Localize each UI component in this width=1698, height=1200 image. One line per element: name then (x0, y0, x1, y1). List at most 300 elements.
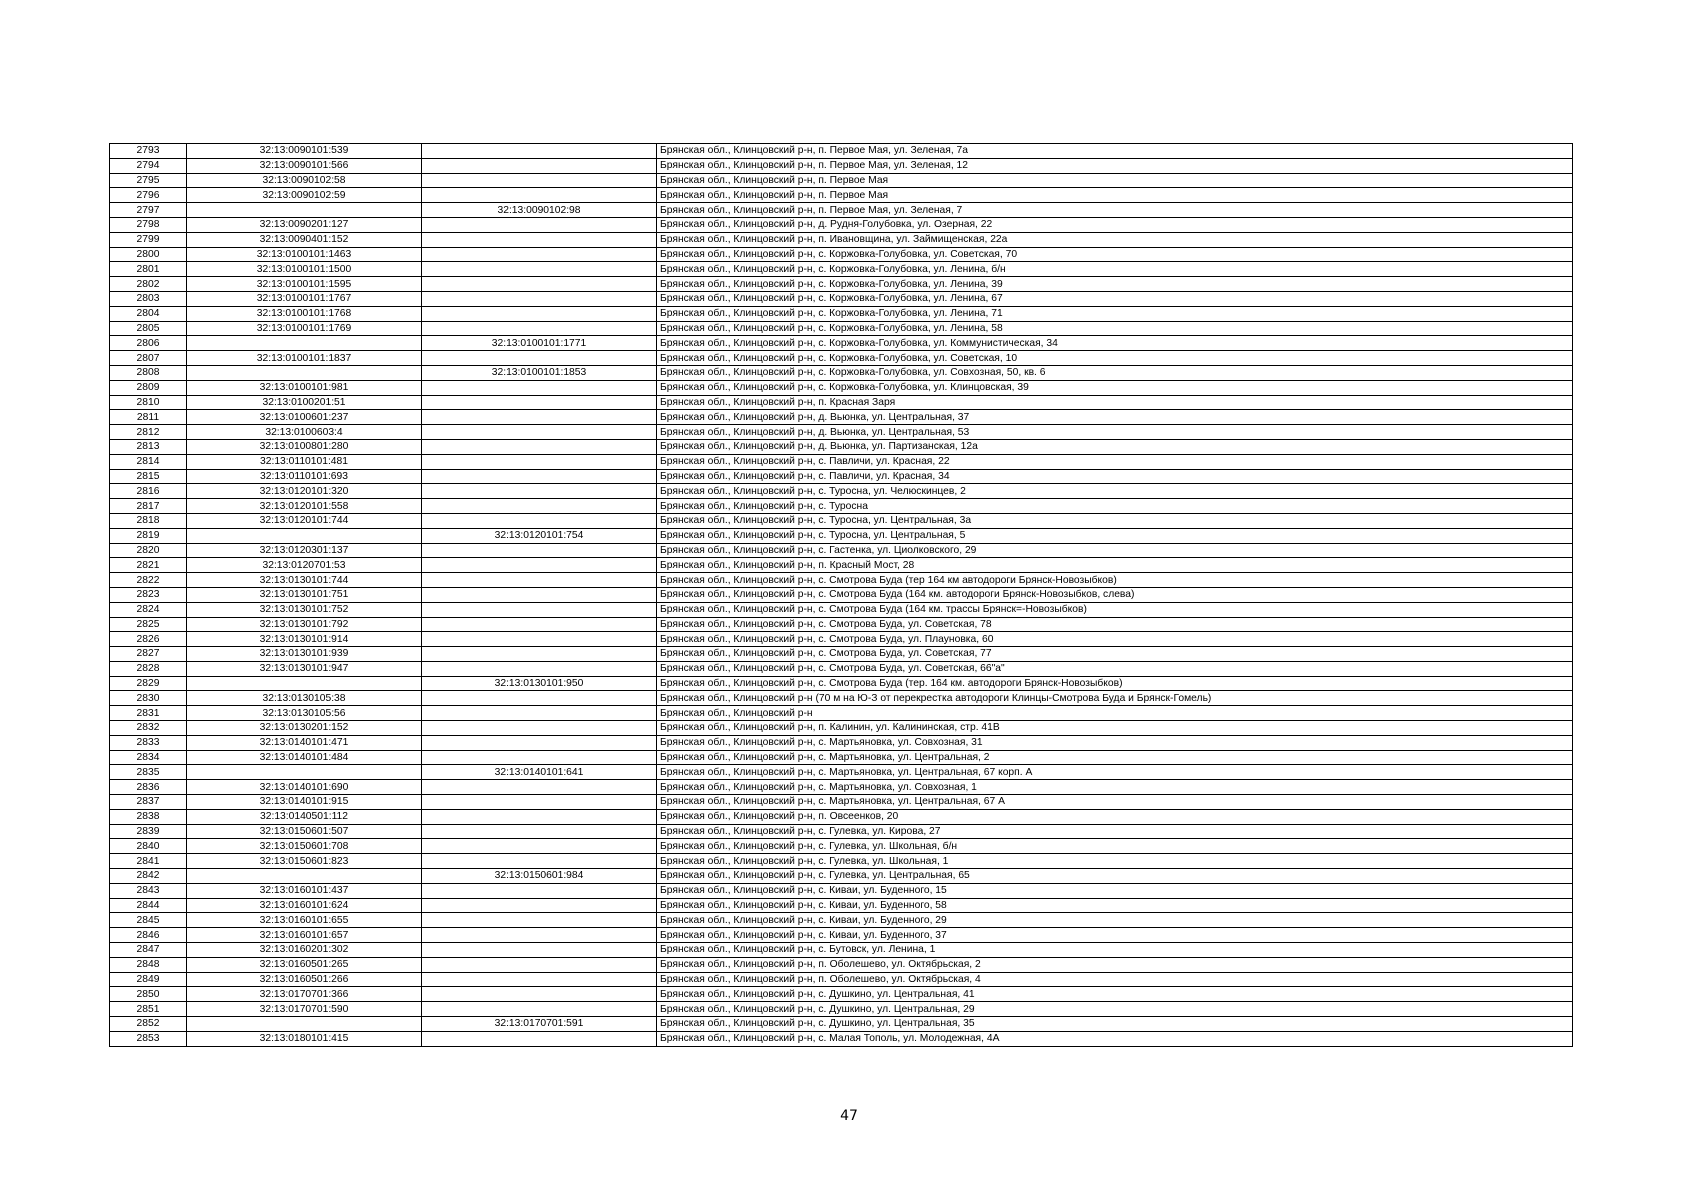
address-cell: Брянская обл., Клинцовский р-н, с. Смотрова Буда (тер. 164 км. автодороги Брянск-Новозыбков) (657, 676, 1573, 691)
row-number-cell: 2806 (110, 336, 187, 351)
cadastral-number-cell: 32:13:0120101:558 (187, 499, 422, 514)
cadastral-number-alt-cell (422, 1002, 657, 1017)
row-number-cell: 2816 (110, 484, 187, 499)
cadastral-number-alt-cell: 32:13:0100101:1853 (422, 365, 657, 380)
cadastral-number-alt-cell (422, 380, 657, 395)
cadastral-number-alt-cell (422, 824, 657, 839)
cadastral-number-cell (187, 336, 422, 351)
row-number-cell: 2803 (110, 291, 187, 306)
address-cell: Брянская обл., Клинцовский р-н, п. Первое Мая (657, 173, 1573, 188)
address-cell: Брянская обл., Клинцовский р-н, п. Первое Мая, ул. Зеленая, 7а (657, 144, 1573, 159)
cadastral-number-alt-cell (422, 188, 657, 203)
row-number-cell: 2845 (110, 913, 187, 928)
table-row (110, 410, 1573, 425)
cadastral-number-cell: 32:13:0130105:56 (187, 706, 422, 721)
address-cell: Брянская обл., Клинцовский р-н, с. Коржовка-Голубовка, ул. Советская, 70 (657, 247, 1573, 262)
address-cell: Брянская обл., Клинцовский р-н, с. Туросна, ул. Центральная, 3а (657, 513, 1573, 528)
cadastral-number-cell (187, 869, 422, 884)
cadastral-number-alt-cell (422, 558, 657, 573)
table-row (110, 395, 1573, 410)
cadastral-number-cell: 32:13:0130101:947 (187, 661, 422, 676)
address-cell: Брянская обл., Клинцовский р-н, с. Туросна (657, 499, 1573, 514)
row-number-cell: 2838 (110, 809, 187, 824)
cadastral-number-alt-cell (422, 706, 657, 721)
address-cell: Брянская обл., Клинцовский р-н, с. Душкино, ул. Центральная, 41 (657, 987, 1573, 1002)
row-number-cell: 2852 (110, 1017, 187, 1032)
row-number-cell: 2851 (110, 1002, 187, 1017)
row-number-cell: 2822 (110, 573, 187, 588)
cadastral-number-alt-cell (422, 351, 657, 366)
cadastral-number-cell: 32:13:0180101:415 (187, 1031, 422, 1046)
cadastral-number-cell: 32:13:0140501:112 (187, 809, 422, 824)
address-cell: Брянская обл., Клинцовский р-н, д. Рудня-Голубовка, ул. Озерная, 22 (657, 217, 1573, 232)
table-row (110, 617, 1573, 632)
address-cell: Брянская обл., Клинцовский р-н, с. Киваи, ул. Буденного, 37 (657, 928, 1573, 943)
address-cell: Брянская обл., Клинцовский р-н, с. Коржовка-Голубовка, ул. Совхозная, 50, кв. 6 (657, 365, 1573, 380)
cadastral-number-alt-cell (422, 232, 657, 247)
table-row (110, 928, 1573, 943)
row-number-cell: 2831 (110, 706, 187, 721)
table-row (110, 735, 1573, 750)
row-number-cell: 2847 (110, 943, 187, 958)
row-number-cell: 2826 (110, 632, 187, 647)
cadastral-number-alt-cell (422, 262, 657, 277)
row-number-cell: 2793 (110, 144, 187, 159)
table-row (110, 883, 1573, 898)
row-number-cell: 2798 (110, 217, 187, 232)
table-row (110, 898, 1573, 913)
cadastral-number-cell: 32:13:0160101:657 (187, 928, 422, 943)
cadastral-number-cell: 32:13:0100101:1837 (187, 351, 422, 366)
cadastral-number-alt-cell (422, 410, 657, 425)
cadastral-number-alt-cell (422, 839, 657, 854)
cadastral-number-alt-cell (422, 661, 657, 676)
cadastral-number-alt-cell (422, 795, 657, 810)
address-cell: Брянская обл., Клинцовский р-н, с. Киваи, ул. Буденного, 29 (657, 913, 1573, 928)
table-row (110, 632, 1573, 647)
cadastral-number-cell: 32:13:0100601:237 (187, 410, 422, 425)
cadastral-number-alt-cell (422, 750, 657, 765)
cadastral-number-cell: 32:13:0140101:690 (187, 780, 422, 795)
cadastral-number-alt-cell (422, 454, 657, 469)
cadastral-number-cell: 32:13:0160101:437 (187, 883, 422, 898)
cadastral-number-alt-cell (422, 543, 657, 558)
address-cell: Брянская обл., Клинцовский р-н, с. Смотрова Буда, ул. Советская, 77 (657, 647, 1573, 662)
cadastral-number-alt-cell (422, 306, 657, 321)
table-row (110, 839, 1573, 854)
cadastral-number-alt-cell (422, 499, 657, 514)
cadastral-number-alt-cell (422, 484, 657, 499)
row-number-cell: 2828 (110, 661, 187, 676)
cadastral-number-cell: 32:13:0100801:280 (187, 439, 422, 454)
table-row (110, 661, 1573, 676)
table-row (110, 203, 1573, 218)
row-number-cell: 2832 (110, 721, 187, 736)
table-row (110, 499, 1573, 514)
table-row (110, 351, 1573, 366)
cadastral-number-alt-cell (422, 573, 657, 588)
table-row (110, 291, 1573, 306)
cadastral-number-alt-cell (422, 321, 657, 336)
cadastral-number-cell: 32:13:0130101:751 (187, 587, 422, 602)
row-number-cell: 2830 (110, 691, 187, 706)
row-number-cell: 2810 (110, 395, 187, 410)
cadastral-number-alt-cell (422, 469, 657, 484)
row-number-cell: 2812 (110, 425, 187, 440)
address-cell: Брянская обл., Клинцовский р-н, с. Киваи, ул. Буденного, 58 (657, 898, 1573, 913)
cadastral-number-alt-cell (422, 395, 657, 410)
row-number-cell: 2799 (110, 232, 187, 247)
row-number-cell: 2827 (110, 647, 187, 662)
address-cell: Брянская обл., Клинцовский р-н, с. Смотрова Буда (тер 164 км автодороги Брянск-Новозыбков) (657, 573, 1573, 588)
row-number-cell: 2796 (110, 188, 187, 203)
cadastral-number-alt-cell: 32:13:0150601:984 (422, 869, 657, 884)
address-cell: Брянская обл., Клинцовский р-н (70 м на Ю-З от перекрестка автодороги Клинцы-Смотрова Буда и Брянск-Гомель) (657, 691, 1573, 706)
table-row (110, 573, 1573, 588)
row-number-cell: 2839 (110, 824, 187, 839)
table-row (110, 750, 1573, 765)
table-row (110, 587, 1573, 602)
cadastral-number-cell: 32:13:0100201:51 (187, 395, 422, 410)
cadastral-number-alt-cell (422, 158, 657, 173)
table-row (110, 484, 1573, 499)
cadastral-number-alt-cell: 32:13:0100101:1771 (422, 336, 657, 351)
table-row (110, 528, 1573, 543)
cadastral-number-alt-cell (422, 425, 657, 440)
row-number-cell: 2807 (110, 351, 187, 366)
cadastral-number-cell: 32:13:0130101:744 (187, 573, 422, 588)
table-row (110, 691, 1573, 706)
address-cell: Брянская обл., Клинцовский р-н, с. Душкино, ул. Центральная, 35 (657, 1017, 1573, 1032)
cadastral-number-alt-cell (422, 854, 657, 869)
cadastral-number-alt-cell (422, 691, 657, 706)
row-number-cell: 2825 (110, 617, 187, 632)
table-row (110, 232, 1573, 247)
row-number-cell: 2842 (110, 869, 187, 884)
address-cell: Брянская обл., Клинцовский р-н, с. Смотрова Буда, ул. Советская, 78 (657, 617, 1573, 632)
cadastral-number-cell: 32:13:0140101:471 (187, 735, 422, 750)
page-number: 47 (840, 1108, 858, 1124)
table-row (110, 306, 1573, 321)
address-cell: Брянская обл., Клинцовский р-н, с. Мартьяновка, ул. Совхозная, 1 (657, 780, 1573, 795)
table-row (110, 380, 1573, 395)
cadastral-number-cell: 32:13:0170701:366 (187, 987, 422, 1002)
address-cell: Брянская обл., Клинцовский р-н, п. Оболешево, ул. Октябрьская, 2 (657, 957, 1573, 972)
cadastral-table (109, 143, 1573, 1047)
cadastral-number-alt-cell (422, 173, 657, 188)
address-cell: Брянская обл., Клинцовский р-н, п. Красный Мост, 28 (657, 558, 1573, 573)
cadastral-number-cell (187, 676, 422, 691)
table-row (110, 513, 1573, 528)
row-number-cell: 2848 (110, 957, 187, 972)
table-row (110, 676, 1573, 691)
cadastral-number-alt-cell (422, 957, 657, 972)
cadastral-number-cell: 32:13:0130101:752 (187, 602, 422, 617)
address-cell: Брянская обл., Клинцовский р-н, с. Коржовка-Голубовка, ул. Ленина, б/н (657, 262, 1573, 277)
row-number-cell: 2846 (110, 928, 187, 943)
cadastral-number-alt-cell (422, 928, 657, 943)
row-number-cell: 2843 (110, 883, 187, 898)
cadastral-number-cell: 32:13:0120101:744 (187, 513, 422, 528)
cadastral-number-cell: 32:13:0160101:624 (187, 898, 422, 913)
row-number-cell: 2837 (110, 795, 187, 810)
row-number-cell: 2829 (110, 676, 187, 691)
row-number-cell: 2808 (110, 365, 187, 380)
row-number-cell: 2813 (110, 439, 187, 454)
cadastral-number-cell: 32:13:0120101:320 (187, 484, 422, 499)
cadastral-number-cell (187, 528, 422, 543)
cadastral-number-cell: 32:13:0100101:981 (187, 380, 422, 395)
row-number-cell: 2840 (110, 839, 187, 854)
cadastral-number-alt-cell: 32:13:0130101:950 (422, 676, 657, 691)
address-cell: Брянская обл., Клинцовский р-н, с. Коржовка-Голубовка, ул. Ленина, 58 (657, 321, 1573, 336)
cadastral-number-cell (187, 203, 422, 218)
table-body (110, 144, 1573, 1047)
table-row (110, 454, 1573, 469)
address-cell: Брянская обл., Клинцовский р-н, с. Мартьяновка, ул. Центральная, 67 корп. А (657, 765, 1573, 780)
address-cell: Брянская обл., Клинцовский р-н, с. Павличи, ул. Красная, 22 (657, 454, 1573, 469)
address-cell: Брянская обл., Клинцовский р-н, п. Ивановщина, ул. Займищенская, 22а (657, 232, 1573, 247)
address-cell: Брянская обл., Клинцовский р-н, с. Киваи, ул. Буденного, 15 (657, 883, 1573, 898)
address-cell: Брянская обл., Клинцовский р-н, с. Коржовка-Голубовка, ул. Коммунистическая, 34 (657, 336, 1573, 351)
row-number-cell: 2836 (110, 780, 187, 795)
cadastral-number-alt-cell: 32:13:0140101:641 (422, 765, 657, 780)
address-cell: Брянская обл., Клинцовский р-н, с. Мартьяновка, ул. Совхозная, 31 (657, 735, 1573, 750)
cadastral-number-cell: 32:13:0150601:708 (187, 839, 422, 854)
table-row (110, 972, 1573, 987)
cadastral-number-cell: 32:13:0130105:38 (187, 691, 422, 706)
cadastral-number-alt-cell (422, 943, 657, 958)
cadastral-number-cell: 32:13:0090102:58 (187, 173, 422, 188)
table-row (110, 558, 1573, 573)
table-row (110, 987, 1573, 1002)
cadastral-number-cell: 32:13:0100101:1769 (187, 321, 422, 336)
cadastral-number-alt-cell (422, 247, 657, 262)
cadastral-number-cell: 32:13:0100101:1768 (187, 306, 422, 321)
row-number-cell: 2835 (110, 765, 187, 780)
cadastral-number-cell: 32:13:0100101:1595 (187, 277, 422, 292)
table-row (110, 1017, 1573, 1032)
row-number-cell: 2802 (110, 277, 187, 292)
row-number-cell: 2833 (110, 735, 187, 750)
row-number-cell: 2817 (110, 499, 187, 514)
cadastral-number-alt-cell (422, 587, 657, 602)
address-cell: Брянская обл., Клинцовский р-н, с. Коржовка-Голубовка, ул. Клинцовская, 39 (657, 380, 1573, 395)
table-row (110, 943, 1573, 958)
address-cell: Брянская обл., Клинцовский р-н, с. Гулевка, ул. Школьная, 1 (657, 854, 1573, 869)
cadastral-number-cell: 32:13:0130101:939 (187, 647, 422, 662)
cadastral-number-cell: 32:13:0090201:127 (187, 217, 422, 232)
row-number-cell: 2804 (110, 306, 187, 321)
row-number-cell: 2794 (110, 158, 187, 173)
cadastral-number-cell (187, 765, 422, 780)
row-number-cell: 2797 (110, 203, 187, 218)
address-cell: Брянская обл., Клинцовский р-н, с. Душкино, ул. Центральная, 29 (657, 1002, 1573, 1017)
table-row (110, 262, 1573, 277)
cadastral-number-alt-cell (422, 513, 657, 528)
address-cell: Брянская обл., Клинцовский р-н, с. Смотрова Буда, ул. Советская, 66"а" (657, 661, 1573, 676)
cadastral-number-cell: 32:13:0120301:137 (187, 543, 422, 558)
row-number-cell: 2795 (110, 173, 187, 188)
table-row (110, 336, 1573, 351)
table-row (110, 543, 1573, 558)
address-cell: Брянская обл., Клинцовский р-н, с. Гастенка, ул. Циолковского, 29 (657, 543, 1573, 558)
row-number-cell: 2818 (110, 513, 187, 528)
cadastral-number-cell: 32:13:0110101:693 (187, 469, 422, 484)
table-row (110, 173, 1573, 188)
cadastral-number-cell: 32:13:0100101:1463 (187, 247, 422, 262)
address-cell: Брянская обл., Клинцовский р-н, с. Коржовка-Голубовка, ул. Ленина, 67 (657, 291, 1573, 306)
address-cell: Брянская обл., Клинцовский р-н, с. Смотрова Буда (164 км. трассы Брянск=-Новозыбков) (657, 602, 1573, 617)
cadastral-number-cell: 32:13:0150601:507 (187, 824, 422, 839)
row-number-cell: 2809 (110, 380, 187, 395)
address-cell: Брянская обл., Клинцовский р-н, с. Туросна, ул. Челюскинцев, 2 (657, 484, 1573, 499)
cadastral-number-alt-cell (422, 217, 657, 232)
cadastral-number-cell: 32:13:0140101:915 (187, 795, 422, 810)
cadastral-number-cell: 32:13:0160201:302 (187, 943, 422, 958)
table-row (110, 158, 1573, 173)
cadastral-number-alt-cell (422, 972, 657, 987)
cadastral-number-alt-cell: 32:13:0120101:754 (422, 528, 657, 543)
cadastral-number-cell: 32:13:0090101:539 (187, 144, 422, 159)
cadastral-number-cell: 32:13:0090101:566 (187, 158, 422, 173)
row-number-cell: 2814 (110, 454, 187, 469)
cadastral-number-alt-cell (422, 987, 657, 1002)
table-row (110, 647, 1573, 662)
cadastral-number-cell: 32:13:0140101:484 (187, 750, 422, 765)
row-number-cell: 2820 (110, 543, 187, 558)
cadastral-number-alt-cell: 32:13:0090102:98 (422, 203, 657, 218)
address-cell: Брянская обл., Клинцовский р-н, с. Бутовск, ул. Ленина, 1 (657, 943, 1573, 958)
row-number-cell: 2821 (110, 558, 187, 573)
cadastral-number-alt-cell (422, 898, 657, 913)
row-number-cell: 2824 (110, 602, 187, 617)
cadastral-number-cell: 32:13:0160501:266 (187, 972, 422, 987)
table-row (110, 913, 1573, 928)
row-number-cell: 2801 (110, 262, 187, 277)
cadastral-number-alt-cell (422, 647, 657, 662)
address-cell: Брянская обл., Клинцовский р-н, с. Смотрова Буда (164 км. автодороги Брянск-Новозыбков, слева) (657, 587, 1573, 602)
row-number-cell: 2805 (110, 321, 187, 336)
table-row (110, 721, 1573, 736)
cadastral-number-alt-cell: 32:13:0170701:591 (422, 1017, 657, 1032)
address-cell: Брянская обл., Клинцовский р-н, п. Калинин, ул. Калининская, стр. 41В (657, 721, 1573, 736)
cadastral-number-alt-cell (422, 602, 657, 617)
table-row (110, 1002, 1573, 1017)
cadastral-number-cell: 32:13:0110101:481 (187, 454, 422, 469)
cadastral-number-alt-cell (422, 1031, 657, 1046)
cadastral-number-alt-cell (422, 721, 657, 736)
cadastral-number-cell: 32:13:0130101:914 (187, 632, 422, 647)
address-cell: Брянская обл., Клинцовский р-н, с. Туросна, ул. Центральная, 5 (657, 528, 1573, 543)
cadastral-number-alt-cell (422, 617, 657, 632)
table-row (110, 765, 1573, 780)
address-cell: Брянская обл., Клинцовский р-н, п. Первое Мая, ул. Зеленая, 7 (657, 203, 1573, 218)
row-number-cell: 2819 (110, 528, 187, 543)
cadastral-number-cell: 32:13:0090102:59 (187, 188, 422, 203)
table-row (110, 321, 1573, 336)
row-number-cell: 2811 (110, 410, 187, 425)
address-cell: Брянская обл., Клинцовский р-н, с. Коржовка-Голубовка, ул. Советская, 10 (657, 351, 1573, 366)
row-number-cell: 2841 (110, 854, 187, 869)
cadastral-number-cell: 32:13:0130101:792 (187, 617, 422, 632)
table-row (110, 957, 1573, 972)
row-number-cell: 2853 (110, 1031, 187, 1046)
cadastral-number-alt-cell (422, 735, 657, 750)
table-row (110, 824, 1573, 839)
cadastral-number-alt-cell (422, 883, 657, 898)
table-row (110, 869, 1573, 884)
table-row (110, 247, 1573, 262)
cadastral-number-cell: 32:13:0090401:152 (187, 232, 422, 247)
cadastral-number-cell: 32:13:0120701:53 (187, 558, 422, 573)
cadastral-number-alt-cell (422, 632, 657, 647)
table-row (110, 144, 1573, 159)
cadastral-number-cell: 32:13:0170701:590 (187, 1002, 422, 1017)
address-cell: Брянская обл., Клинцовский р-н, п. Первое Мая (657, 188, 1573, 203)
address-cell: Брянская обл., Клинцовский р-н, с. Гулевка, ул. Кирова, 27 (657, 824, 1573, 839)
cadastral-number-cell: 32:13:0160501:265 (187, 957, 422, 972)
table-row (110, 439, 1573, 454)
row-number-cell: 2850 (110, 987, 187, 1002)
cadastral-number-cell (187, 365, 422, 380)
cadastral-number-alt-cell (422, 291, 657, 306)
cadastral-number-cell: 32:13:0100603:4 (187, 425, 422, 440)
table-row (110, 188, 1573, 203)
table-row (110, 602, 1573, 617)
cadastral-number-alt-cell (422, 439, 657, 454)
address-cell: Брянская обл., Клинцовский р-н, д. Вьюнка, ул. Центральная, 53 (657, 425, 1573, 440)
table-row (110, 469, 1573, 484)
cadastral-number-cell: 32:13:0100101:1500 (187, 262, 422, 277)
table-row (110, 854, 1573, 869)
table-row (110, 425, 1573, 440)
table-row (110, 780, 1573, 795)
address-cell: Брянская обл., Клинцовский р-н, п. Оболешево, ул. Октябрьская, 4 (657, 972, 1573, 987)
address-cell: Брянская обл., Клинцовский р-н, с. Мартьяновка, ул. Центральная, 67 А (657, 795, 1573, 810)
address-cell: Брянская обл., Клинцовский р-н, п. Красная Заря (657, 395, 1573, 410)
cadastral-number-cell: 32:13:0100101:1767 (187, 291, 422, 306)
address-cell: Брянская обл., Клинцовский р-н, с. Гулевка, ул. Центральная, 65 (657, 869, 1573, 884)
address-cell: Брянская обл., Клинцовский р-н, с. Коржовка-Голубовка, ул. Ленина, 71 (657, 306, 1573, 321)
table-row (110, 1031, 1573, 1046)
address-cell: Брянская обл., Клинцовский р-н, с. Мартьяновка, ул. Центральная, 2 (657, 750, 1573, 765)
row-number-cell: 2815 (110, 469, 187, 484)
address-cell: Брянская обл., Клинцовский р-н, с. Коржовка-Голубовка, ул. Ленина, 39 (657, 277, 1573, 292)
address-cell: Брянская обл., Клинцовский р-н, с. Павличи, ул. Красная, 34 (657, 469, 1573, 484)
cadastral-number-cell (187, 1017, 422, 1032)
address-cell: Брянская обл., Клинцовский р-н, с. Смотрова Буда, ул. Плауновка, 60 (657, 632, 1573, 647)
row-number-cell: 2849 (110, 972, 187, 987)
address-cell: Брянская обл., Клинцовский р-н, п. Овсеенков, 20 (657, 809, 1573, 824)
table-row (110, 809, 1573, 824)
table-row (110, 706, 1573, 721)
row-number-cell: 2844 (110, 898, 187, 913)
cadastral-number-cell: 32:13:0130201:152 (187, 721, 422, 736)
address-cell: Брянская обл., Клинцовский р-н, с. Гулевка, ул. Школьная, б/н (657, 839, 1573, 854)
cadastral-number-alt-cell (422, 277, 657, 292)
table-row (110, 277, 1573, 292)
address-cell: Брянская обл., Клинцовский р-н, п. Первое Мая, ул. Зеленая, 12 (657, 158, 1573, 173)
table-row (110, 217, 1573, 232)
cadastral-number-alt-cell (422, 913, 657, 928)
row-number-cell: 2800 (110, 247, 187, 262)
row-number-cell: 2823 (110, 587, 187, 602)
row-number-cell: 2834 (110, 750, 187, 765)
address-cell: Брянская обл., Клинцовский р-н, д. Вьюнка, ул. Центральная, 37 (657, 410, 1573, 425)
address-cell: Брянская обл., Клинцовский р-н, д. Вьюнка, ул. Партизанская, 12а (657, 439, 1573, 454)
cadastral-number-cell: 32:13:0160101:655 (187, 913, 422, 928)
